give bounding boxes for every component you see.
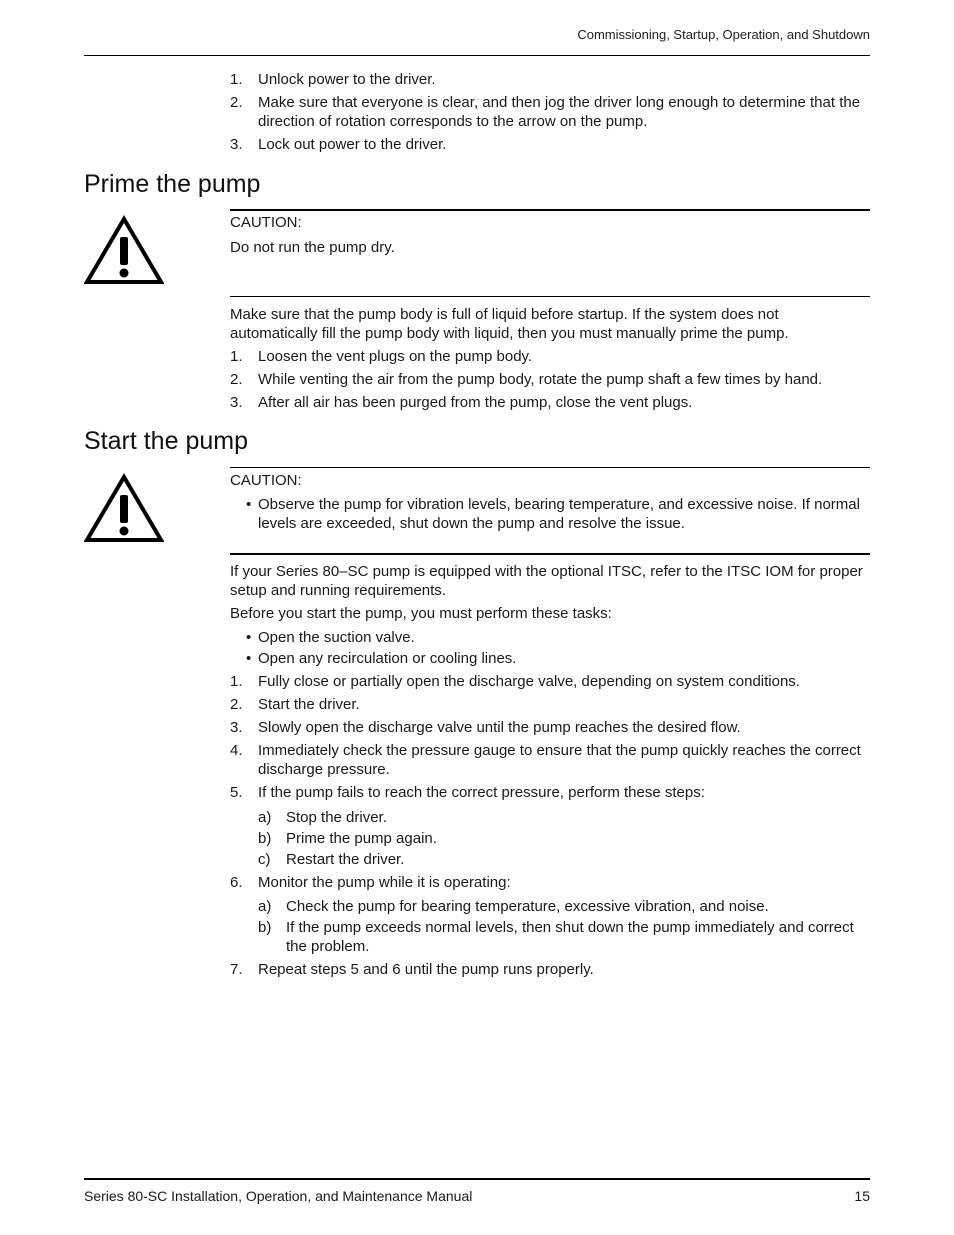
prime-steps-list <box>230 347 870 416</box>
start-steps-list <box>230 672 870 806</box>
warning-triangle-icon <box>84 215 164 285</box>
section-heading-start: Start the pump <box>84 427 248 455</box>
caution-text: Do not run the pump dry. <box>230 239 395 256</box>
tasks-intro: Before you start the pump, you must perform these tasks: <box>230 605 612 622</box>
page-number: 15 <box>854 1188 870 1204</box>
list-item: 3. After all air has been purged from the pump, close the vent plugs. <box>230 394 693 411</box>
header-rule <box>84 55 870 56</box>
list-item: 3. Slowly open the discharge valve until the pump reaches the desired flow. <box>230 719 741 736</box>
running-header: Commissioning, Startup, Operation, and Shutdown <box>577 27 870 42</box>
list-item: 2. While venting the air from the pump body, rotate the pump shaft a few times by hand. <box>230 371 823 388</box>
list-item: 1. Unlock power to the driver. <box>230 71 436 88</box>
footer-manual-title: Series 80-SC Installation, Operation, and Maintenance Manual <box>84 1188 473 1204</box>
caution-bullet-list <box>230 495 870 537</box>
list-item: b) Prime the pump again. <box>258 830 437 847</box>
list-item: 5. If the pump fails to reach the correct pressure, perform these steps: <box>230 784 705 801</box>
list-item: 7. Repeat steps 5 and 6 until the pump runs properly. <box>230 961 594 978</box>
rotation-steps-list <box>230 70 870 158</box>
list-item: c) Restart the driver. <box>258 851 405 868</box>
caution-label: CAUTION: <box>230 472 302 489</box>
caution-bottom-rule <box>230 296 870 297</box>
list-item: • Observe the pump for vibration levels, bearing temperature, and excessive noise. If normal levels are exceeded, shut down the pump and resolve the issue. <box>246 496 860 532</box>
step5-sublist <box>258 808 870 873</box>
list-item: • Open the suction valve. <box>246 629 415 646</box>
caution-label: CAUTION: <box>230 214 302 231</box>
list-item: 2. Start the driver. <box>230 696 360 713</box>
footer-rule <box>84 1178 870 1180</box>
list-item: 3. Lock out power to the driver. <box>230 136 447 153</box>
list-item: 1. Loosen the vent plugs on the pump body. <box>230 348 533 365</box>
prime-intro: Make sure that the pump body is full of liquid before startup. If the system does not automatically fill the pump body with liquid, then you must manually prime the pump. <box>230 306 789 342</box>
list-item: 2. Make sure that everyone is clear, and then jog the driver long enough to determine that the direction of rotation corresponds to the arrow on the pump. <box>230 94 861 130</box>
step6-list <box>230 873 870 896</box>
list-item: 4. Immediately check the pressure gauge to ensure that the pump quickly reaches the correct discharge pressure. <box>230 742 861 778</box>
warning-triangle-icon <box>84 473 164 543</box>
step7-list <box>230 960 870 983</box>
list-item: • Open any recirculation or cooling lines. <box>246 650 517 667</box>
list-item: 6. Monitor the pump while it is operating: <box>230 874 511 891</box>
list-item: 1. Fully close or partially open the discharge valve, depending on system conditions. <box>230 673 800 690</box>
tasks-list <box>230 628 870 672</box>
section-heading-prime: Prime the pump <box>84 170 261 198</box>
caution-bottom-rule <box>230 553 870 555</box>
step6-sublist <box>258 897 870 960</box>
caution-top-rule <box>230 209 870 211</box>
list-item: a) Stop the driver. <box>258 809 387 826</box>
list-item: a) Check the pump for bearing temperature, excessive vibration, and noise. <box>258 898 769 915</box>
itsc-note: If your Series 80–SC pump is equipped with the optional ITSC, refer to the ITSC IOM for proper setup and running requirements. <box>230 563 863 599</box>
caution-top-rule <box>230 467 870 468</box>
list-item: b) If the pump exceeds normal levels, then shut down the pump immediately and correct the problem. <box>258 919 854 955</box>
